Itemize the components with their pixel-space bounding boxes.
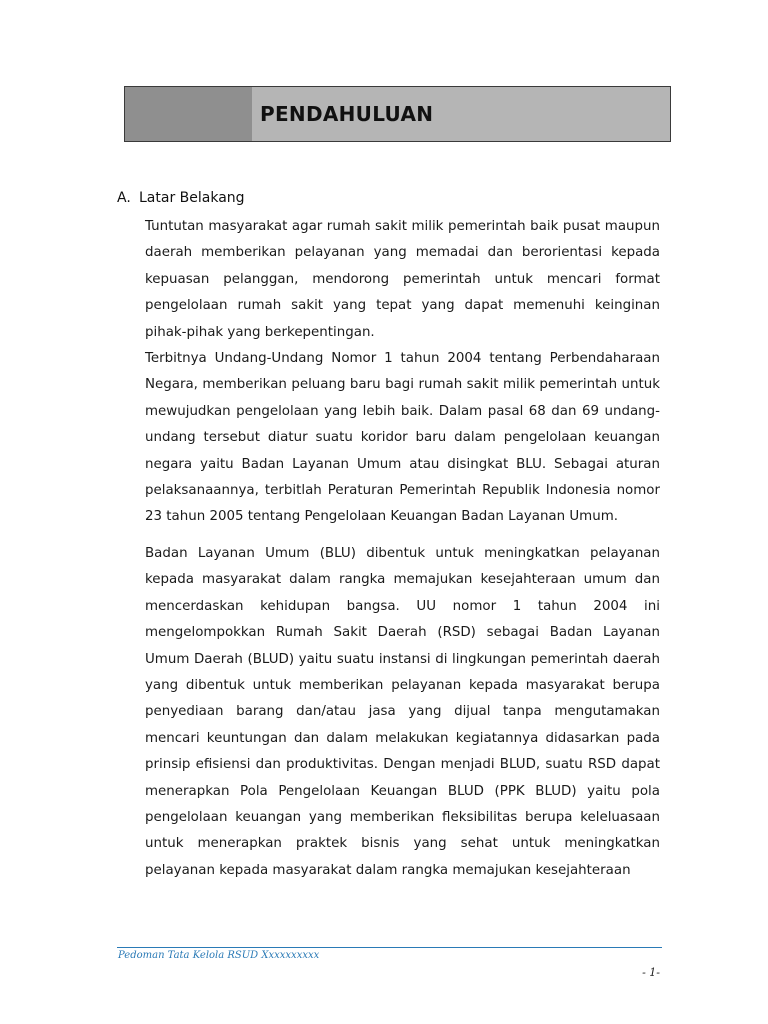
section-heading-text: Latar Belakang [139, 190, 245, 206]
paragraph: Tuntutan masyarakat agar rumah sakit milik pemerintah baik pusat maupun daerah memberikan pelayanan yang memadai dan berorientasi kepada kepuasan pelanggan, mendorong pemerintah untuk mencari format pengelolaan rumah sakit yang tepat yang dapat memenuhi keinginan pihak-pihak yang berkepentingan. [145, 219, 660, 340]
paragraph: Terbitnya Undang-Undang Nomor 1 tahun 2004 tentang Perbendaharaan Negara, memberikan peluang baru bagi rumah sakit milik pemerintah untuk mewujudkan pengelolaan yang lebih baik. Dalam pasal 68 dan 69 undang-undang tersebut diatur suatu koridor baru dalam pengelolaan keuangan negara yaitu Badan Layanan Umum atau disingkat BLU. Sebagai aturan pelaksanaannya, terbitlah Peraturan Pemerintah Republik Indonesia nomor 23 tahun 2005 tentang Pengelolaan Keuangan Badan Layanan Umum. [145, 351, 660, 525]
page-number: - 1- [642, 966, 660, 979]
paragraph: Badan Layanan Umum (BLU) dibentuk untuk meningkatkan pelayanan kepada masyarakat dalam rangka memajukan kesejahteraan umum dan mencerdaskan kehidupan bangsa. UU nomor 1 tahun 2004 ini mengelompokkan Rumah Sakit Daerah (RSD) sebagai Badan Layanan Umum Daerah (BLUD) yaitu suatu instansi di lingkungan pemerintah daerah yang dibentuk untuk memberikan pelayanan kepada masyarakat berupa penyediaan barang dan/atau jasa yang dijual tanpa mengutamakan mencari keuntungan dan dalam melakukan kegiatannya didasarkan pada prinsip efisiensi dan produktivitas. Dengan menjadi BLUD, suatu RSD dapat menerapkan Pola Pengelolaan Keuangan BLUD (PPK BLUD) yaitu pola pengelolaan keuangan yang memberikan fleksibilitas berupa keleluasaan untuk menerapkan praktek bisnis yang sehat untuk meningkatkan pelayanan kepada masyarakat dalam rangka memajukan kesejahteraan [145, 545, 660, 878]
footer-document-title: Pedoman Tata Kelola RSUD Xxxxxxxxxx [118, 950, 320, 961]
chapter-title-box [124, 86, 671, 142]
section-heading [117, 190, 245, 206]
chapter-title: PENDAHULUAN [260, 102, 434, 126]
footer-divider [117, 947, 662, 948]
title-box-light-block [252, 87, 670, 141]
title-box-dark-block [125, 87, 252, 141]
body-content [145, 214, 660, 884]
section-number: A. [117, 190, 131, 206]
